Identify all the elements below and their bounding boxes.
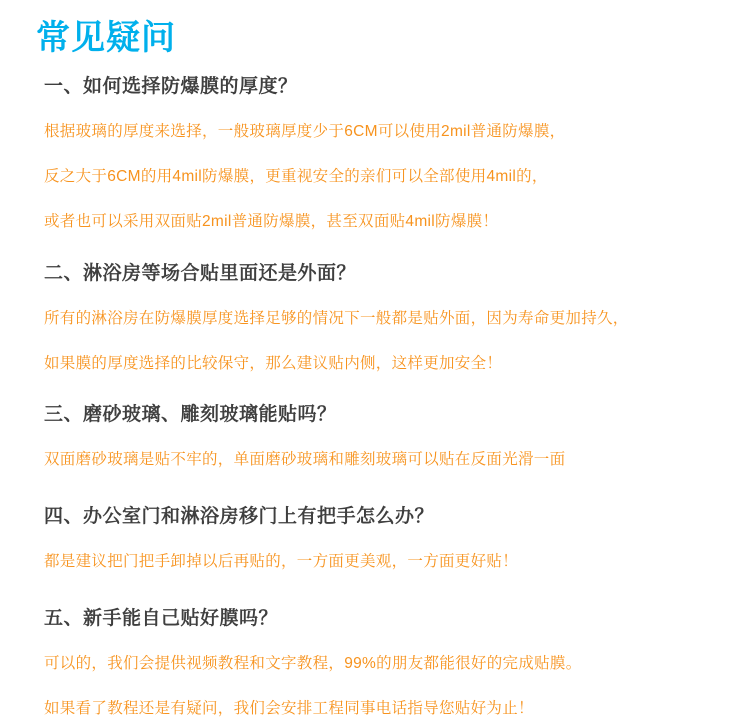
faq-answer-5 [44,649,724,723]
section-spacer [30,592,724,605]
faq-item-1 [30,73,724,236]
faq-answer-line: 所有的淋浴房在防爆膜厚度选择足够的情况下一般都是贴外面，因为寿命更加持久， [44,309,629,327]
faq-answer-line: 都是建议把门把手卸掉以后再贴的，一方面更美观，一方面更好贴！ [44,553,519,571]
faq-question-4: 四、办公室门和淋浴房移门上有把手怎么办？ [44,506,435,528]
section-spacer [30,393,724,401]
section-spacer [30,252,724,260]
faq-item-5 [30,605,724,723]
faq-item-2 [30,260,724,378]
faq-question-3: 三、磨砂玻璃、雕刻玻璃能贴吗？ [44,404,337,426]
faq-answer-line: 或者也可以采用双面贴2mil普通防爆膜，甚至双面贴4mil防爆膜！ [44,212,499,230]
faq-item-3 [30,401,724,474]
faq-question-2: 二、淋浴房等场合贴里面还是外面？ [44,262,357,284]
faq-answer-2 [44,304,724,378]
faq-answer-line: 双面磨砂玻璃是贴不牢的，单面磨砂玻璃和雕刻玻璃可以贴在反面光滑一面 [44,451,566,469]
faq-question-5: 五、新手能自己贴好膜吗？ [44,608,279,630]
faq-answer-line: 如果膜的厚度选择的比较保守，那么建议贴内侧，这样更加安全！ [44,354,503,372]
faq-answer-1 [44,117,724,236]
faq-item-4 [30,503,724,576]
faq-answer-line: 如果看了教程还是有疑问，我们会安排工程同事电话指导您贴好为止！ [44,700,534,718]
faq-answer-line: 可以的，我们会提供视频教程和文字教程，99%的朋友都能很好的完成贴膜。 [44,655,582,673]
faq-answer-4 [44,547,724,576]
section-spacer [30,490,724,503]
faq-answer-line: 根据玻璃的厚度来选择，一般玻璃厚度少于6CM可以使用2mil普通防爆膜， [44,122,566,140]
faq-answer-line: 反之大于6CM的用4mil防爆膜，更重视安全的亲们可以全部使用4mil的， [44,167,548,185]
page-title: 常见疑问 [36,19,176,57]
faq-answer-3 [44,445,724,474]
faq-question-1: 一、如何选择防爆膜的厚度？ [44,75,298,97]
